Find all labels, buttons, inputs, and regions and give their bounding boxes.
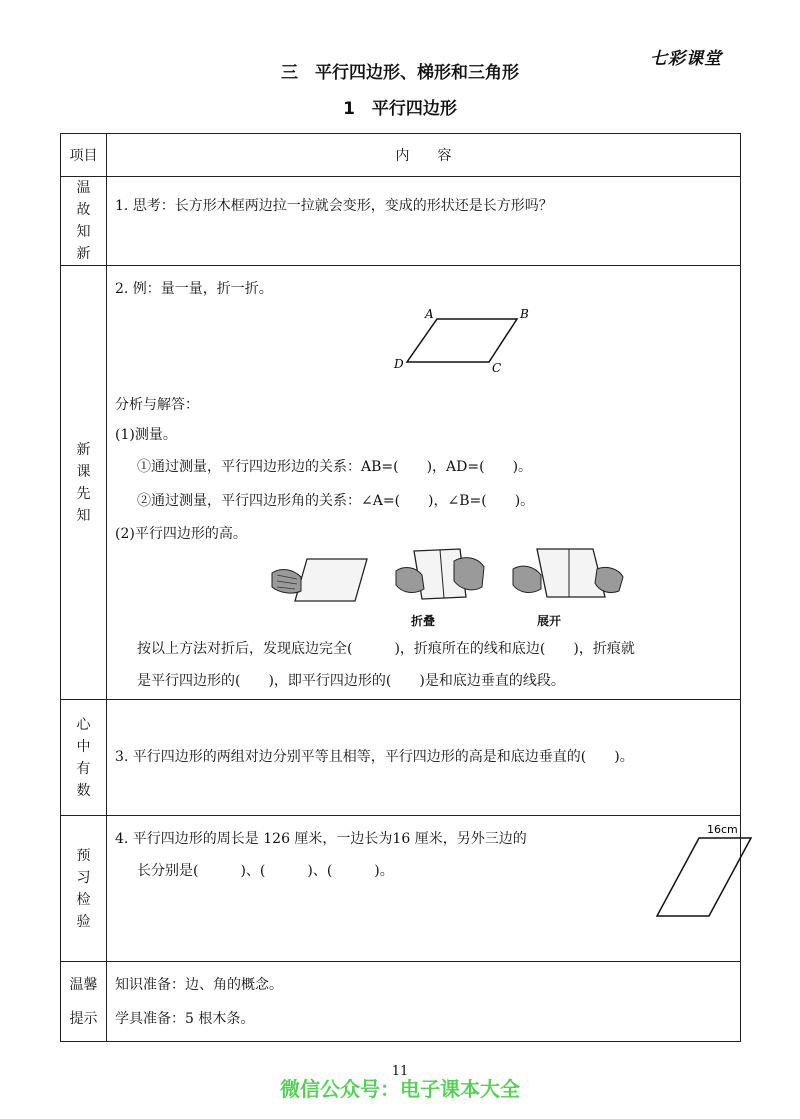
preview-content [107,816,741,962]
row-label-tips: 温馨 提示 [61,962,107,1042]
tip-knowledge: 知识准备：边、角的概念。 [115,977,283,993]
vertex-c-label: C [492,361,502,374]
analysis-heading: 分析与解答： [115,397,199,413]
paragraph-2: 是平行四边形的( )，即平行四边形的( )是和底边垂直的线段。 [137,673,565,689]
summary-content [107,700,741,816]
row-label-preview: 预 习 检 验 [61,816,107,962]
question-1: 1. 思考：长方形木框两边拉一拉就会变形，变成的形状还是长方形吗？ [115,198,553,214]
vertex-a-label: A [425,307,434,321]
lesson-title: 1 平行四边形 [343,99,457,119]
tip-materials: 学具准备：5 根木条。 [115,1011,255,1027]
question-4-line2: 长分别是( )、( )、( )。 [137,863,394,879]
parallelogram-16cm [647,820,767,920]
row-label-summary: 心 中 有 数 [61,700,107,816]
header-item: 项目 [61,134,107,177]
side-length-label: 16cm [707,823,738,836]
chapter-title: 三 平行四边形、梯形和三角形 [281,63,519,83]
step-2: (2)平行四边形的高。 [115,526,247,542]
footer-brand: 微信公众号：电子课本大全 [280,1077,520,1101]
step-1b: ②通过测量，平行四边形角的关系：∠A=( )，∠B=( )。 [137,493,535,509]
caption-fold: 折叠 [411,614,436,628]
parallelogram-abcd [392,304,542,374]
unfolded-parallelogram-image [507,541,627,611]
row-label-new-lesson: 新 课 先 知 [61,266,107,700]
worksheet-table [60,133,741,1042]
vertex-b-label: B [520,307,529,321]
review-content [107,177,741,266]
header-content: 内 容 [107,134,741,177]
page-number: 11 [391,1064,409,1079]
question-4-line1: 4. 平行四边形的周长是 126 厘米，一边长为16 厘米，另外三边的 [115,831,527,847]
row-label-review: 温 故 知 新 [61,177,107,266]
new-lesson-content [107,266,741,700]
brand-logo: 七彩课堂 [650,49,722,69]
caption-unfold: 展开 [537,614,562,628]
vertex-d-label: D [394,357,404,371]
hand-holding-parallelogram-image [267,551,377,611]
step-1: (1)测量。 [115,427,177,443]
question-3: 3. 平行四边形的两组对边分别平等且相等，平行四边形的高是和底边垂直的( )。 [115,749,634,765]
hands-folding-image [392,541,502,611]
question-2: 2. 例：量一量，折一折。 [115,281,273,297]
step-1a: ①通过测量，平行四边形边的关系：AB=( )，AD=( )。 [137,459,533,475]
tips-content [107,962,741,1042]
paragraph-1: 按以上方法对折后，发现底边完全( )，折痕所在的线和底边( )，折痕就 [137,641,635,657]
